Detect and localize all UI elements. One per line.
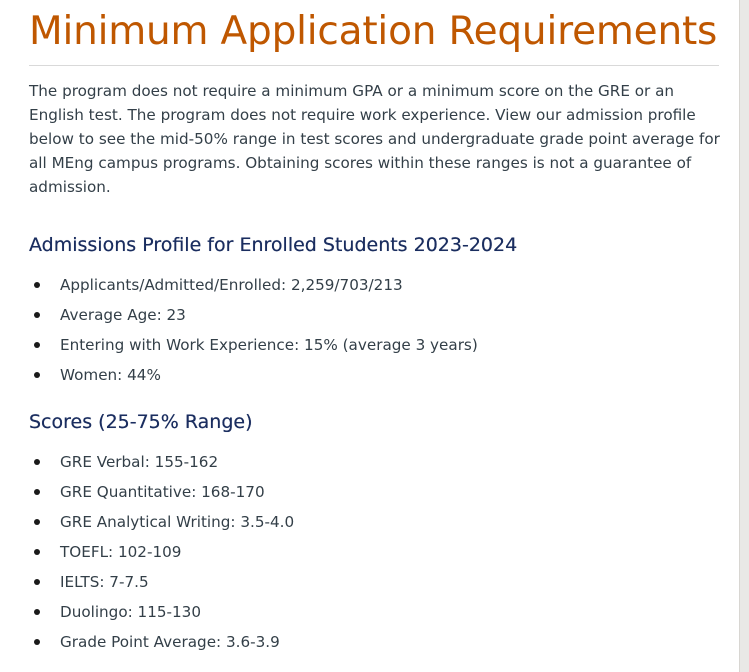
list-item-text: Average Age: 23 bbox=[60, 306, 186, 324]
intro-paragraph: The program does not require a minimum GPA or a minimum score on the GRE or an English test. The program does not require work experience. View our admission profile below to see the mid-50% range in test scores and undergraduate grade point average for all MEng campus programs. Obtaining scores within these ranges is not a guarantee of admission. bbox=[29, 82, 720, 196]
list-item-text: TOEFL: 102-109 bbox=[60, 543, 182, 561]
title-divider bbox=[29, 65, 719, 66]
bullet-icon bbox=[34, 549, 40, 555]
list-item-text: GRE Analytical Writing: 3.5-4.0 bbox=[60, 513, 295, 531]
page-title: Minimum Application Requirements bbox=[29, 9, 718, 54]
list-item-text: Grade Point Average: 3.6-3.9 bbox=[60, 633, 280, 651]
list-item-text: Entering with Work Experience: 15% (average 3 years) bbox=[60, 336, 478, 354]
scores-heading: Scores (25-75% Range) bbox=[29, 411, 253, 433]
list-item-text: Duolingo: 115-130 bbox=[60, 603, 202, 621]
list-item-text: GRE Quantitative: 168-170 bbox=[60, 483, 265, 501]
list-item-text: Applicants/Admitted/Enrolled: 2,259/703/213 bbox=[60, 276, 403, 294]
bullet-icon bbox=[34, 312, 40, 318]
bullet-icon bbox=[34, 372, 40, 378]
bullet-icon bbox=[34, 459, 40, 465]
bullet-icon bbox=[34, 489, 40, 495]
bullet-icon bbox=[34, 639, 40, 645]
bullet-icon bbox=[34, 342, 40, 348]
list-item-text: GRE Verbal: 155-162 bbox=[60, 453, 219, 471]
list-item-text: IELTS: 7-7.5 bbox=[60, 573, 149, 591]
list-item-text: Women: 44% bbox=[60, 366, 161, 384]
bullet-icon bbox=[34, 579, 40, 585]
bullet-icon bbox=[34, 519, 40, 525]
admissions-profile-heading: Admissions Profile for Enrolled Students 2023-2024 bbox=[29, 234, 518, 256]
bullet-icon bbox=[34, 282, 40, 288]
bullet-icon bbox=[34, 609, 40, 615]
